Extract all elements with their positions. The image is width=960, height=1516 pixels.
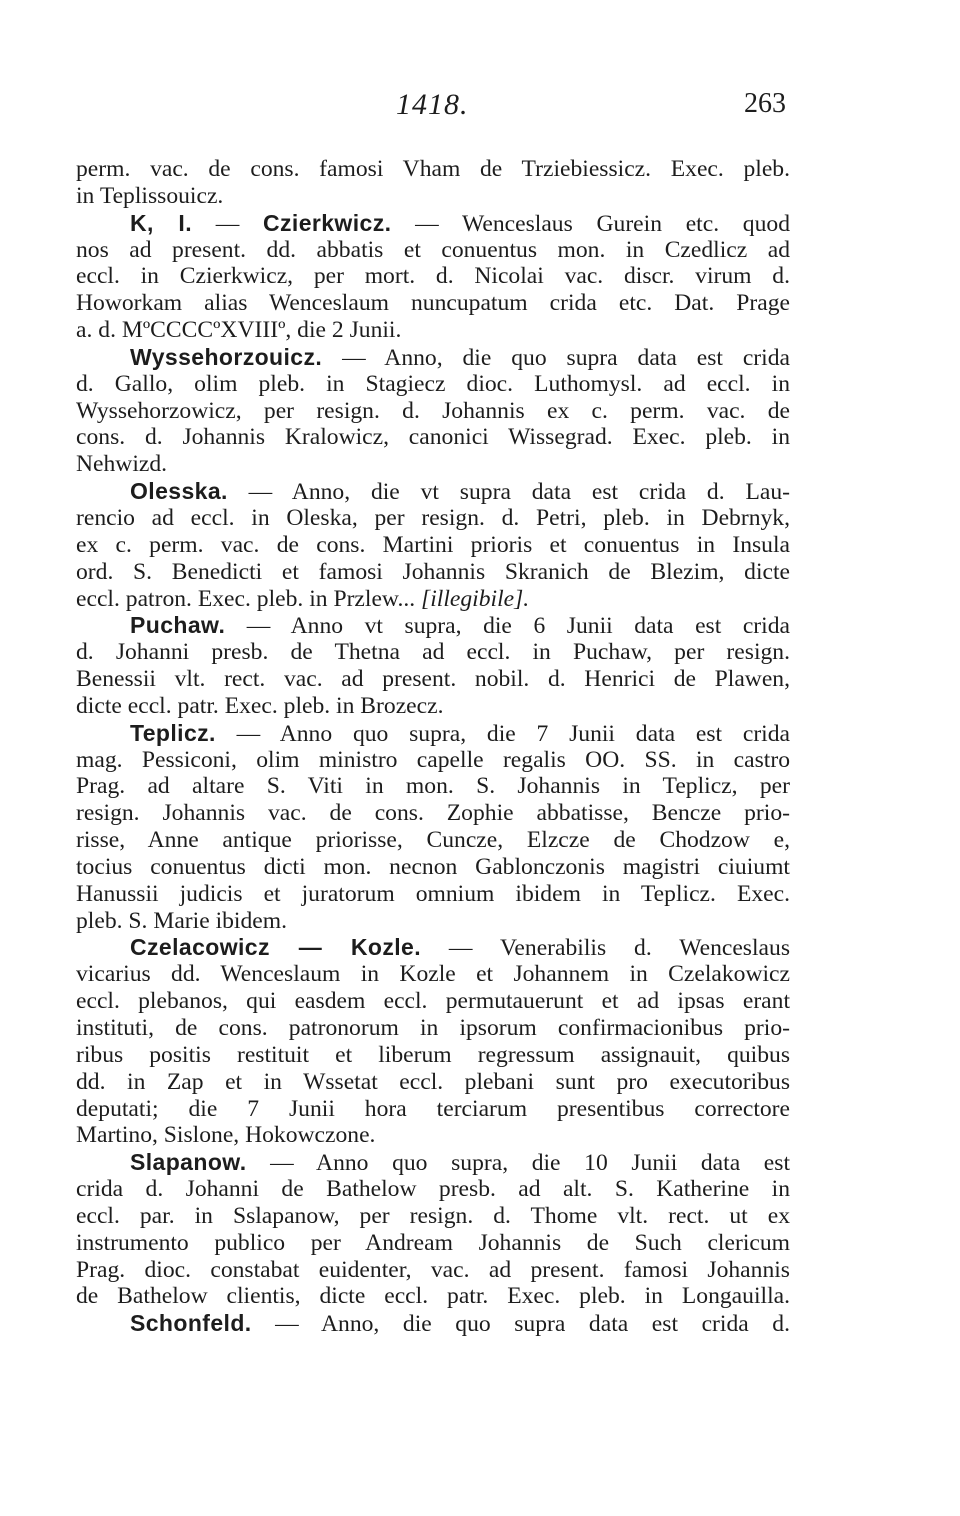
- text-line: resign. Johannis vac. de cons. Zophie abbatisse, Bencze prio-: [76, 800, 790, 827]
- entry-line: [76, 478, 790, 505]
- text-line: Wyssehorzowicz, per resign. d. Johannis ex c. perm. vac. de: [76, 397, 790, 424]
- entry-heading: Teplicz.: [130, 719, 216, 746]
- text-line: Hanussii judicis et juratorum omnium ibidem in Teplicz. Exec.: [76, 880, 790, 907]
- text-line: d. Johanni presb. de Thetna ad eccl. in Puchaw, per resign.: [76, 639, 790, 666]
- text-line: dicte eccl. patr. Exec. pleb. in Brozecz.: [76, 692, 444, 719]
- entry-text: — Anno vt supra, die 6 Junii data est crida: [225, 613, 790, 640]
- text-line: tocius conuentus dicti mon. necnon Gablonczonis magistri ciuiumt: [76, 853, 790, 880]
- page-number: 263: [744, 88, 786, 119]
- entry-line: [76, 720, 790, 747]
- text-line: eccl. plebanos, qui easdem eccl. permutauerunt et ad ipsas erant: [76, 988, 790, 1015]
- entry-text: — Anno, die quo supra data est crida: [322, 344, 790, 371]
- text-line: Benessii vlt. rect. vac. ad present. nobil. d. Henrici de Plawen,: [76, 666, 790, 693]
- text-line: crida d. Johanni de Bathelow presb. ad alt. S. Katherine in: [76, 1176, 790, 1203]
- text-line: Martino, Sislone, Hokowczone.: [76, 1122, 376, 1149]
- text-line: Prag. ad altare S. Viti in mon. S. Johannis in Teplicz, per: [76, 773, 790, 800]
- text-line: perm. vac. de cons. famosi Vham de Trziebiessicz. Exec. pleb.: [76, 156, 790, 182]
- entry-text: — Anno quo supra, die 7 Junii data est crida: [215, 720, 790, 747]
- entry-line: [76, 934, 790, 961]
- text-line: instituti, de cons. patronorum in ipsorum confirmacionibus prio-: [76, 1015, 790, 1041]
- entry-line: [76, 612, 790, 639]
- text-line: risse, Anne antique priorisse, Cuncze, Elzcze de Chodzow e,: [76, 827, 790, 854]
- text-line: ord. S. Benedicti et famosi Johannis Skranich de Blezim, dicte: [76, 558, 790, 585]
- text-line: ex c. perm. vac. de cons. Martini prioris et conuentus in Insula: [76, 531, 790, 558]
- text-line: Howorkam alias Wenceslaum nuncupatum crida etc. Dat. Prage: [76, 290, 790, 317]
- text-line: eccl. in Czierkwicz, per mort. d. Nicolai vac. discr. virum d.: [76, 263, 790, 290]
- document-body: [76, 156, 790, 1337]
- text-line: cons. d. Johannis Kralowicz, canonici Wissegrad. Exec. pleb. in: [76, 424, 790, 451]
- text-line: pleb. S. Marie ibidem.: [76, 907, 287, 934]
- entry-heading: Puchaw.: [130, 612, 226, 639]
- text-line: eccl. par. in Sslapanow, per resign. d. Thome vlt. rect. ut ex: [76, 1202, 790, 1229]
- entry-heading: Czelacowicz — Kozle.: [130, 934, 422, 961]
- entry-text: — Anno quo supra, die 10 Junii data est: [246, 1150, 790, 1177]
- entry-line: [76, 344, 790, 371]
- entry-heading: Czierkwicz.: [263, 209, 392, 236]
- entry-heading: Schonfeld.: [130, 1310, 252, 1337]
- entry-heading: Wyssehorzouicz.: [130, 343, 323, 370]
- text-line: d. Gallo, olim pleb. in Stagiecz dioc. Luthomysl. ad eccl. in: [76, 370, 790, 397]
- entry-line: K, I. — Czierkwicz. — Wenceslaus Gurein etc. quod: [130, 209, 790, 237]
- page-header: [0, 88, 960, 128]
- entry-line: [76, 1149, 790, 1176]
- entry-text: — Anno, die vt supra data est crida d. Lau-: [227, 479, 790, 505]
- text-line: Prag. dioc. constabat euidenter, vac. ad present. famosi Johannis: [76, 1256, 790, 1283]
- entry-letter-heading: K, I.: [130, 209, 192, 236]
- text-line: rencio ad eccl. in Oleska, per resign. d. Petri, pleb. in Debrnyk,: [76, 504, 790, 531]
- entry-heading: Olesska.: [130, 478, 228, 505]
- entry-heading: Slapanow.: [130, 1149, 247, 1176]
- running-head-year: 1418.: [396, 88, 469, 121]
- entry-line: [76, 1310, 790, 1337]
- text-line: dd. in Zap et in Wssetat eccl. plebani sunt pro executoribus: [76, 1068, 790, 1095]
- text-line: Nehwizd.: [76, 451, 168, 478]
- entry-text: eccl. patron. Exec. pleb. in Przlew...: [76, 585, 422, 612]
- text-line: ribus positis restituit et liberum regressum assignauit, quibus: [76, 1041, 790, 1068]
- text-line: instrumento publico per Andream Johannis de Such clericum: [76, 1229, 790, 1256]
- entry-text: — Wenceslaus Gurein etc. quod: [391, 210, 790, 237]
- text-line: in Teplissouicz.: [76, 182, 224, 209]
- text-line: vicarius dd. Wenceslaum in Kozle et Johannem in Czelakowicz: [76, 961, 790, 988]
- text-line: de Bathelow clientis, dicte eccl. patr. Exec. pleb. in Longauilla.: [76, 1283, 790, 1310]
- text-line: deputati; die 7 Junii hora terciarum presentibus correctore: [76, 1095, 790, 1122]
- editorial-note: [illegibile].: [421, 585, 530, 612]
- entry-text: — Venerabilis d. Wenceslaus: [421, 935, 790, 962]
- entry-text: — Anno, die quo supra data est crida d.: [251, 1311, 790, 1338]
- text-line: mag. Pessiconi, olim ministro capelle regalis OO. SS. in castro: [76, 746, 790, 773]
- text-line: [76, 586, 790, 613]
- text-line: nos ad present. dd. abbatis et conuentus mon. in Czedlicz ad: [76, 236, 790, 263]
- text-line: a. d. MºCCCCºXVIIIº, die 2 Junii.: [76, 317, 402, 344]
